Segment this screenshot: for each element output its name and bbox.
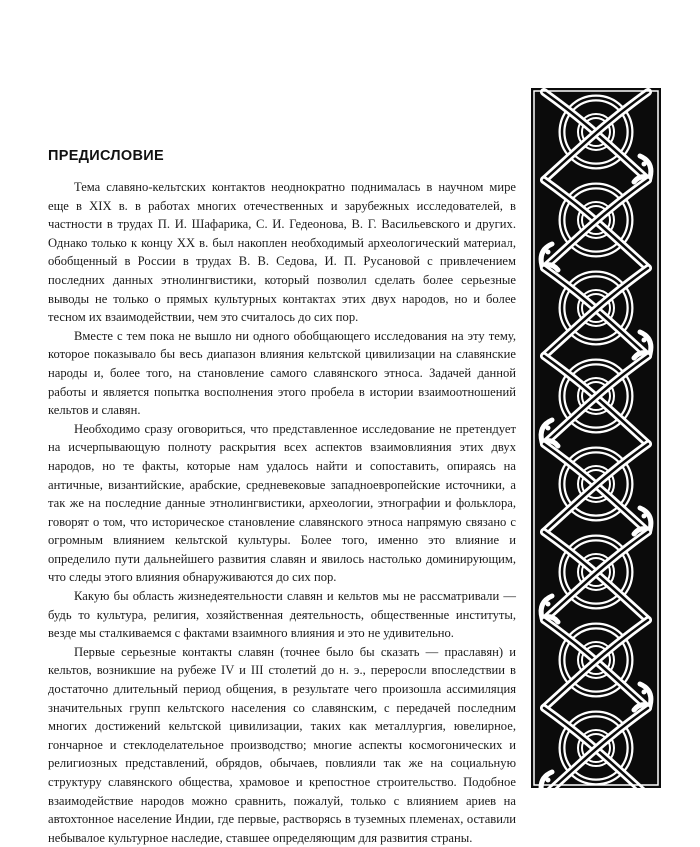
paragraph-2: Вместе с тем пока не вышло ни одного обобщающего исследования на эту тему, которое показывало бы весь диапазон влияния кельтской цивилизации на славянские народы и, более того, на становление самого славянского этноса. Задачей данной работы и является попытка восполнения этого пробела в истории взаимоотношений кельтов и славян. <box>48 328 516 418</box>
beast-eye <box>642 514 647 519</box>
beast-eye <box>642 162 647 167</box>
text-column <box>48 148 516 847</box>
paragraph-4: Какую бы область жизнедеятельности славян и кельтов мы не рассматривали — будь то культура, религия, хозяйственная деятельность, общественные институты, везде мы сталкиваемся с фактами взаимного влияния и это не удивительно. <box>48 589 516 641</box>
paragraph-1: Тема славяно-кельтских контактов неоднократно поднималась в научном мире еще в XIX в. в работах многих отечественных и зарубежных исследователей, в частности в трудах П. И. Шафарика, С. И. Гедеонова, В. Г. Васильевского и других. Однако только к концу XX в. был накоплен необходимый археологический материал, обобщенный в России в трудах В. В. Седова, И. П. Русановой с привлечением последних данных этнолингвистики, который позволил сделать более серьезные выводы не только о прямых культурных контактах этих двух народов, но и более тесном их взаимодействии, чем это считалось до сих пор. <box>48 180 516 325</box>
beast-eye <box>546 426 551 431</box>
beast-eye <box>546 602 551 607</box>
celtic-knotwork-border-icon <box>531 88 661 788</box>
knotwork-pattern <box>531 88 661 788</box>
beast-eye <box>546 778 551 783</box>
beast-eye <box>642 690 647 695</box>
paragraph-3: Необходимо сразу оговориться, что представленное исследование не претендует на исчерпывающую полноту раскрытия всех аспектов взаимовлияния этих двух народов, но те факты, которые нам удалось найти и сопоставить, опираясь на античные, византийские, арабские, средневековые западноевропейские источники, а так же на последние данные этнолингвистики, археологии, этнографии и фольклора, говорят о том, что историческое становление славянского этноса напрямую связано с огромным влиянием кельтской культуры. Более того, именно это влияние и определило пути дальнейшего развития славян и явилось настолько доминирующим, что следы этого влияния обнаруживаются до сих пор. <box>48 421 516 585</box>
paragraph-5: Первые серьезные контакты славян (точнее было бы сказать — праславян) и кельтов, возникшие на рубеже IV и III столетий до н. э., переросли впоследствии в достаточно длительный период общения, в результате чего произошла ассимиляция значительных групп кельтского населения со славянским, с передачей последним многих достижений кельтской цивилизации, таких как металлургия, ювелирное, гончарное и стеклоделательное производство; многие аспекты космогонических и религиозных представлений, обрядов, обычаев, повлияли так же на социальную структуру славянского общества, храмовое и крепостное строительство. Подобное взаимодействие народов можно сравнить, пожалуй, только с влиянием ариев на автохтонное население Индии, где первые, растворясь в туземных племенах, оставили небывалое культурное наследие, ставшее определяющим для развития страны. <box>48 644 516 845</box>
beast-eye <box>642 338 647 343</box>
beast-eye <box>546 250 551 255</box>
page-title: ПРЕДИСЛОВИЕ <box>48 148 164 164</box>
